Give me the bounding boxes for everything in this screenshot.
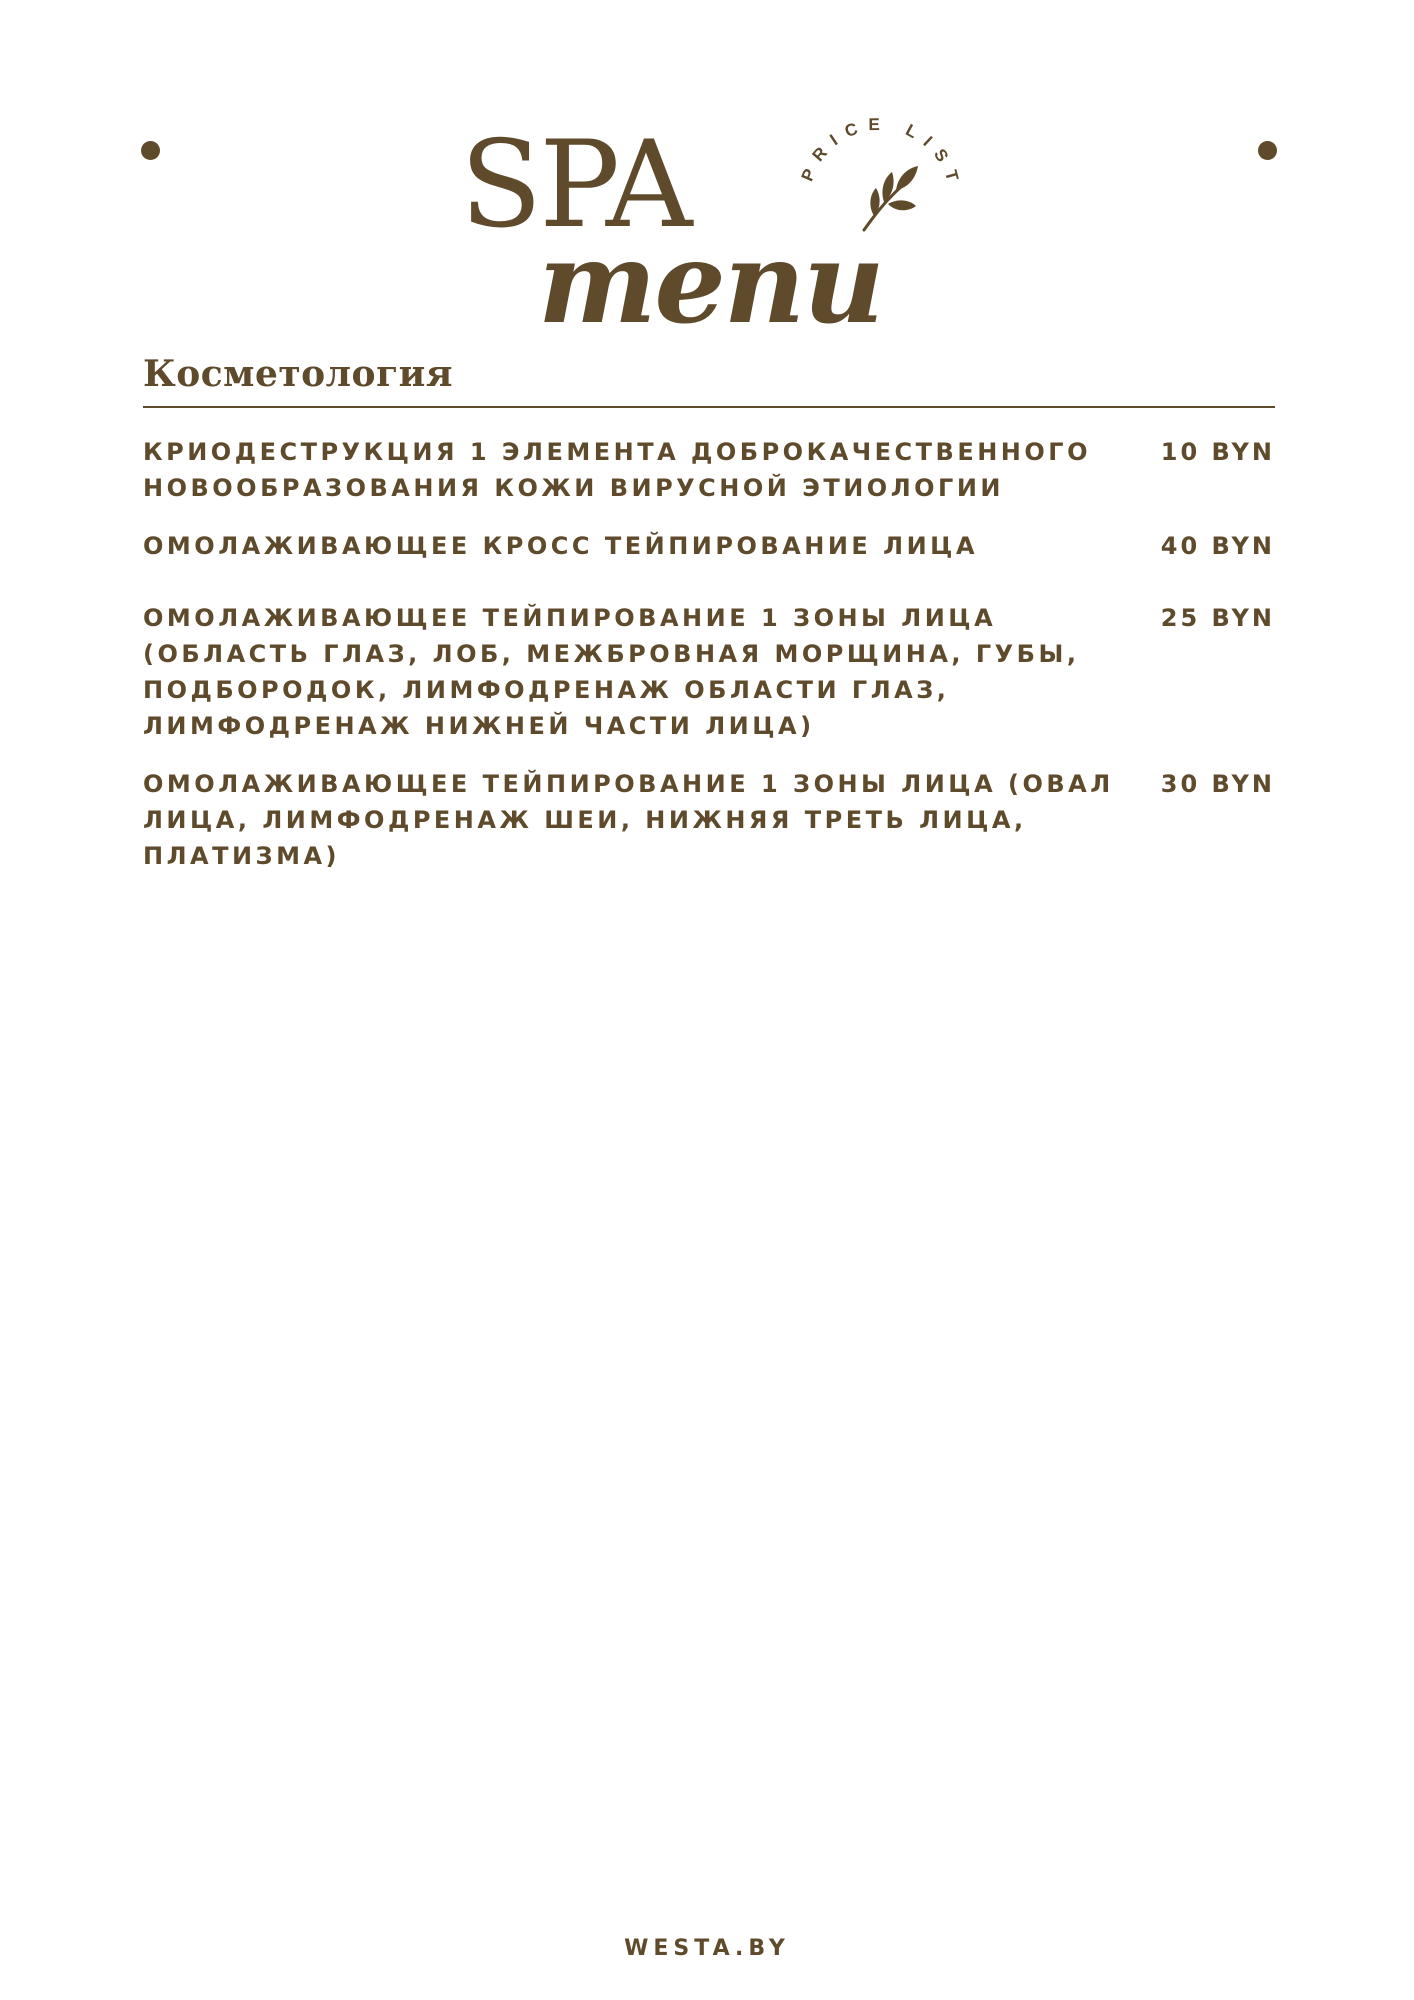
- logo-title-spa: SPA: [460, 116, 690, 255]
- service-name: ОМОЛАЖИВАЮЩЕЕ ТЕЙПИРОВАНИЕ 1 ЗОНЫ ЛИЦА (ОБЛАСТЬ ГЛАЗ, ЛОБ, МЕЖБРОВНАЯ МОРЩИНА, ГУБЫ, ПОДБОРОДОК, ЛИМФОДРЕНАЖ ОБЛАСТИ ГЛАЗ, ЛИМФОДРЕНАЖ НИЖНЕЙ ЧАСТИ ЛИЦА): [143, 604, 1080, 740]
- service-name: ОМОЛАЖИВАЮЩЕЕ ТЕЙПИРОВАНИЕ 1 ЗОНЫ ЛИЦА (ОВАЛ ЛИЦА, ЛИМФОДРЕНАЖ ШЕИ, НИЖНЯЯ ТРЕТЬ ЛИЦА, ПЛАТИЗМА): [143, 770, 1114, 870]
- list-item: [143, 600, 1275, 744]
- price-list-ring: [780, 100, 980, 300]
- service-name: КРИОДЕСТРУКЦИЯ 1 ЭЛЕМЕНТА ДОБРОКАЧЕСТВЕННОГО НОВООБРАЗОВАНИЯ КОЖИ ВИРУСНОЙ ЭТИОЛОГИИ: [143, 438, 1091, 502]
- footer-website: WESTA.BY: [624, 1936, 790, 1961]
- service-price: 30 BYN: [1160, 770, 1275, 798]
- section-divider: [143, 406, 1275, 408]
- section-title: Косметология: [143, 353, 453, 395]
- service-price: 25 BYN: [1160, 604, 1275, 632]
- decorative-dot-left: [141, 141, 160, 160]
- leaf-icon: [864, 166, 918, 230]
- logo-title-menu: menu: [538, 218, 883, 349]
- list-item: [143, 434, 1275, 506]
- service-price: 40 BYN: [1160, 532, 1275, 560]
- service-price: 10 BYN: [1160, 438, 1275, 466]
- service-name: ОМОЛАЖИВАЮЩЕЕ КРОСС ТЕЙПИРОВАНИЕ ЛИЦА: [143, 532, 979, 560]
- price-list: [143, 434, 1275, 896]
- spa-menu-logo: [460, 100, 980, 349]
- ring-text-path: PRICE LIST: [797, 114, 965, 193]
- ring-text: [798, 115, 965, 193]
- list-item: [143, 528, 1275, 564]
- list-item: [143, 766, 1275, 874]
- decorative-dot-right: [1258, 141, 1277, 160]
